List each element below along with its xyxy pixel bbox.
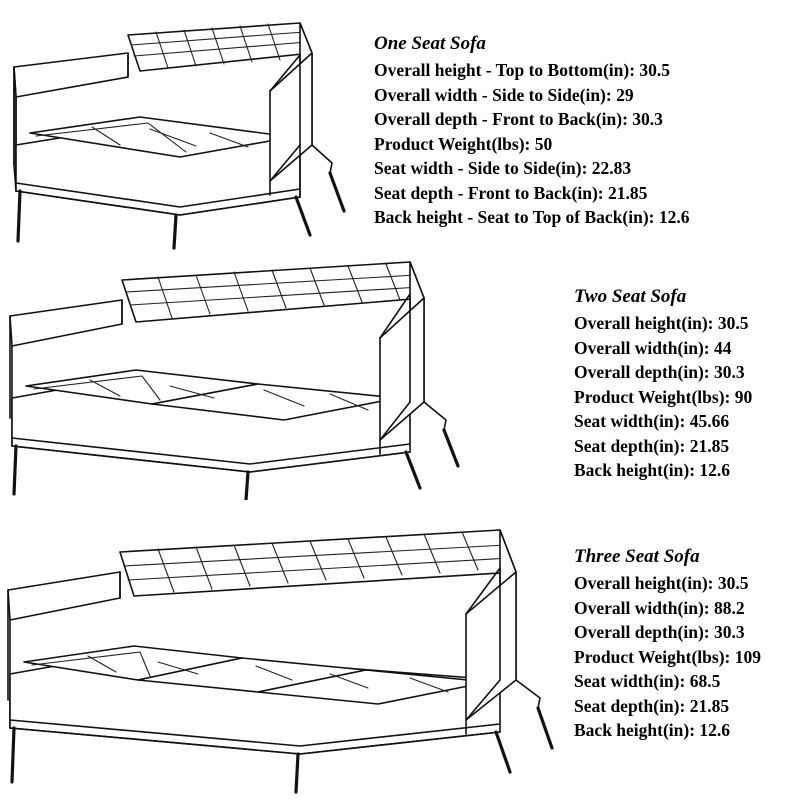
three-seat-sofa-specs xyxy=(574,545,761,743)
spec-title: One Seat Sofa xyxy=(374,33,486,54)
spec-line: Overall depth - Front to Back(in): 30.3 xyxy=(374,109,663,129)
spec-line: Overall height - Top to Bottom(in): 30.5 xyxy=(374,60,671,80)
one-seat-sofa-line-drawing xyxy=(0,5,370,250)
spec-line: Seat width - Side to Side(in): 22.83 xyxy=(374,158,632,178)
spec-line: Product Weight(lbs): 109 xyxy=(574,646,761,667)
spec-line: Overall depth(in): 30.3 xyxy=(574,362,745,382)
spec-line: Overall depth(in): 30.3 xyxy=(574,622,745,642)
spec-line: Overall height(in): 30.5 xyxy=(574,573,749,593)
spec-line: Seat depth(in): 21.85 xyxy=(574,435,730,456)
spec-line: Product Weight(lbs): 50 xyxy=(374,133,553,154)
spec-line: Overall width(in): 88.2 xyxy=(574,597,745,618)
two-seat-sofa-specs xyxy=(574,285,752,483)
spec-line: Overall width - Side to Side(in): 29 xyxy=(374,84,634,105)
three-seat-sofa-line-drawing xyxy=(0,510,570,795)
spec-line: Back height - Seat to Top of Back(in): 12.6 xyxy=(374,207,690,227)
spec-line: Back height(in): 12.6 xyxy=(574,460,731,480)
spec-line: Back height(in): 12.6 xyxy=(574,720,731,740)
spec-line: Overall width(in): 44 xyxy=(574,337,732,358)
spec-line: Seat depth - Front to Back(in): 21.85 xyxy=(374,182,648,203)
spec-line: Product Weight(lbs): 90 xyxy=(574,386,753,407)
spec-line: Seat width(in): 68.5 xyxy=(574,671,721,691)
spec-line: Overall height(in): 30.5 xyxy=(574,313,749,333)
one-seat-sofa-specs xyxy=(374,32,690,230)
spec-line: Seat depth(in): 21.85 xyxy=(574,695,730,716)
spec-title: Three Seat Sofa xyxy=(574,546,700,567)
spec-title: Two Seat Sofa xyxy=(574,286,687,307)
two-seat-sofa-line-drawing xyxy=(0,250,560,500)
spec-line: Seat width(in): 45.66 xyxy=(574,411,730,431)
